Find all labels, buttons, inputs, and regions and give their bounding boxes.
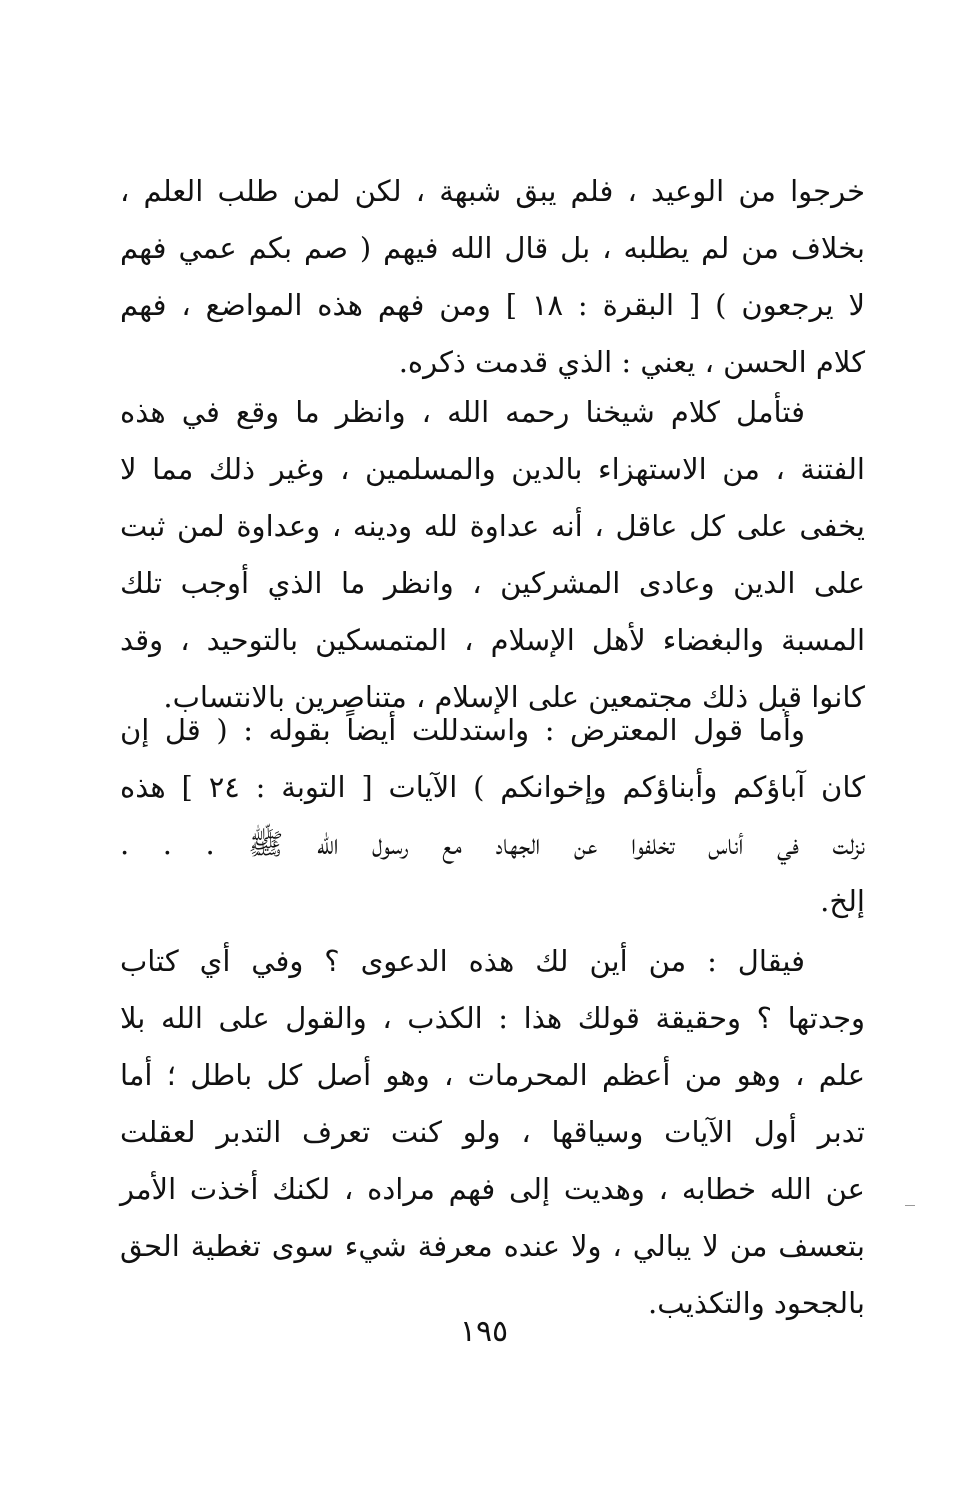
text-line: إلخ. [820,884,865,918]
text-line: المسبة والبغضاء لأهل الإسلام ، المتمسكين بالتوحيد ، وقد [120,623,865,657]
text-line: وجدتها ؟ وحقيقة قولك هذا : الكذب ، والقول على الله بلا [120,1001,865,1035]
text-line: على الدين وعادى المشركين ، وانظر ما الذي أوجب تلك [120,566,865,600]
text-line: تدبر أول الآيات وسياقها ، ولو كنت تعرف التدبر لعقلت [120,1115,865,1149]
text-line: بتعسف من لا يبالي ، ولا عنده معرفة شيء سوى تغطية الحق [120,1229,865,1263]
text-line: خرجوا من الوعيد ، فلم يبق شبهة ، لكن لمن طلب العلم ، [120,174,865,208]
text-line: نزلت في أناس تخلفوا عن الجهاد مع رسول الله ﷺ . . . [120,827,865,861]
paragraph-4 [120,933,865,1332]
text-line: وأما قول المعترض : واستدللت أيضاً بقوله : ( قل إن [120,713,805,747]
text-line: فيقال : من أين لك هذه الدعوى ؟ وفي أي كتاب [120,944,805,978]
text-line: كانوا قبل ذلك مجتمعين على الإسلام ، متناصرين بالانتساب. [163,680,865,714]
text-line: كلام الحسن ، يعني : الذي قدمت ذكره. [398,345,865,379]
text-line: فتأمل كلام شيخنا رحمه الله ، وانظر ما وقع في هذه [120,395,805,429]
paragraph-2 [120,384,865,726]
text-line: لا يرجعون ) [ البقرة : ١٨ ] ومن فهم هذه المواضع ، فهم [120,288,865,322]
text-line: عن الله خطابه ، وهديت إلى فهم مراده ، لكنك أخذت الأمر [120,1172,865,1206]
text-line: الفتنة ، من الاستهزاء بالدين والمسلمين ، وغير ذلك مما لا [120,452,865,486]
text-line: يخفى على كل عاقل ، أنه عداوة لله ودينه ، وعداوة لمن ثبت [120,509,865,543]
text-line: علم ، وهو من أعظم المحرمات ، وهو أصل كل باطل ؛ أما [120,1058,865,1092]
text-line: بخلاف من لم يطلبه ، بل قال الله فيهم ( صم بكم عمي فهم [120,231,865,265]
paragraph-3 [120,702,865,930]
text-line: كان آباؤكم وأبناؤكم وإخوانكم ) الآيات [ التوبة : ٢٤ ] هذه [120,770,865,804]
scan-mark [905,1205,915,1206]
paragraph-1 [120,163,865,391]
page-number: ١٩٥ [459,1314,509,1349]
text-line: بالجحود والتكذيب. [648,1286,865,1320]
